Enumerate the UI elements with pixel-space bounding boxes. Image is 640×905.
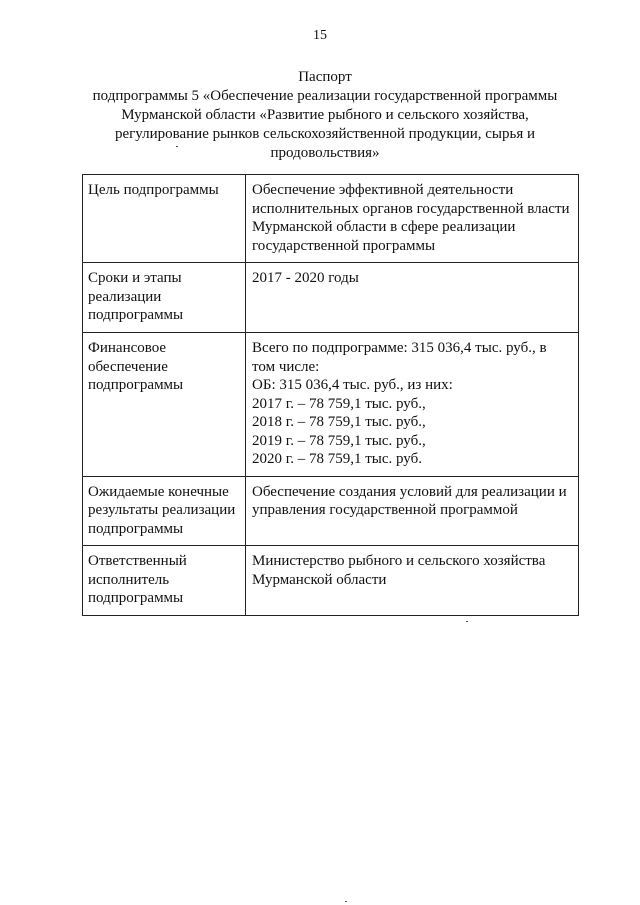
heading-line: Мурманской области «Развитие рыбного и сельского хозяйства,	[121, 107, 529, 123]
financing-value-line: 2020 г. – 78 759,1 тыс. руб.	[252, 451, 422, 467]
table-row-executor	[83, 546, 579, 616]
passport-table	[82, 174, 579, 616]
table-row-results	[83, 476, 579, 546]
table-row-terms	[83, 263, 579, 333]
financing-value-line: том числе:	[252, 358, 320, 375]
results-value-line: Обеспечение создания условий для реализации и	[252, 483, 567, 500]
terms-value-line: 2017 - 2020 годы	[252, 270, 359, 286]
financing-value-line: Всего по подпрограмме: 315 036,4 тыс. руб., в	[252, 340, 547, 356]
scan-speck	[466, 621, 468, 622]
goal-value-line: государственной программы	[252, 237, 436, 254]
scan-speck	[345, 901, 347, 902]
results-value	[246, 476, 579, 546]
goal-value-line: Обеспечение эффективной деятельности	[252, 182, 514, 198]
executor-value-line: Министерство рыбного и сельского хозяйства	[252, 553, 546, 569]
terms-value	[246, 263, 579, 333]
financing-value-line: ОБ: 315 036,4 тыс. руб., из них:	[252, 377, 453, 393]
results-label: Ожидаемые конечные результаты реализации подпрограммы	[83, 476, 246, 546]
financing-value-line: 2017 г. – 78 759,1 тыс. руб.,	[252, 395, 426, 412]
table-row-financing	[83, 333, 579, 477]
heading-title: Паспорт	[298, 69, 352, 85]
goal-value-line: исполнительных органов государственной власти	[252, 200, 570, 217]
heading-line: продовольствия»	[270, 145, 380, 161]
document-heading	[90, 68, 560, 163]
table-row-goal	[83, 175, 579, 263]
heading-line: регулирование рынков сельскохозяйственной продукции, сырья и	[114, 126, 536, 142]
goal-value	[246, 175, 579, 263]
financing-value	[246, 333, 579, 477]
executor-value	[246, 546, 579, 616]
heading-line: подпрограммы 5 «Обеспечение реализации государственной программы	[92, 88, 558, 104]
page-number: 15	[313, 28, 327, 43]
goal-label: Цель подпрограммы	[83, 175, 246, 263]
scan-speck	[176, 146, 178, 147]
goal-value-line: Мурманской области в сфере реализации	[252, 219, 516, 235]
financing-value-line: 2019 г. – 78 759,1 тыс. руб.,	[252, 432, 426, 449]
results-value-line: управления государственной программой	[252, 502, 518, 518]
financing-value-line: 2018 г. – 78 759,1 тыс. руб.,	[252, 414, 426, 430]
executor-value-line: Мурманской области	[252, 571, 387, 588]
terms-label: Сроки и этапы реализации подпрограммы	[83, 263, 246, 333]
financing-label: Финансовое обеспечение подпрограммы	[83, 333, 246, 477]
executor-label: Ответственный исполнитель подпрограммы	[83, 546, 246, 616]
